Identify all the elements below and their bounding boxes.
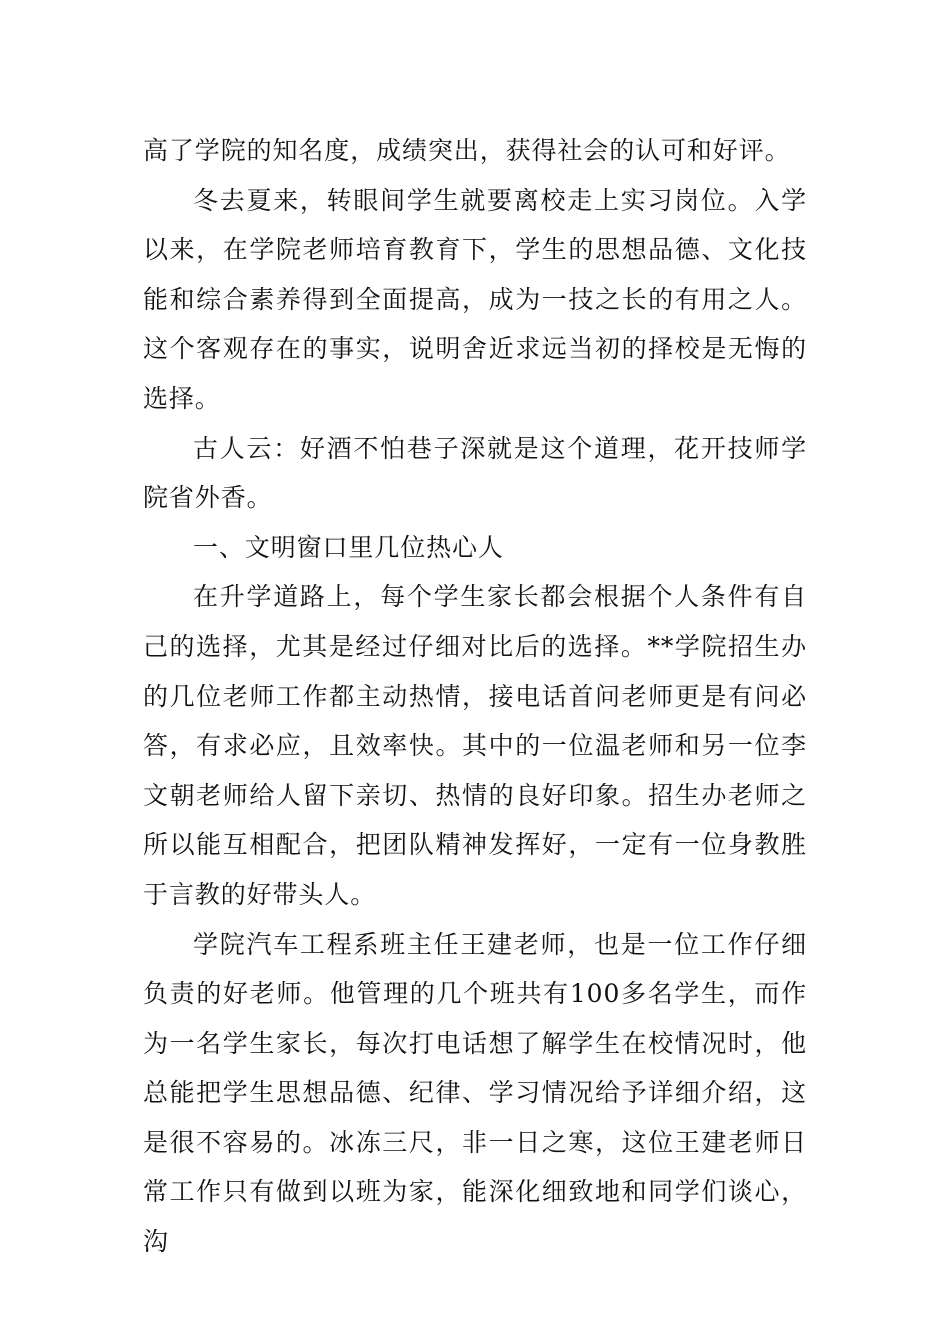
paragraph-continuation: 高了学院的知名度，成绩突出，获得社会的认可和好评。 [143,136,791,165]
paragraph-admissions-office: 在升学道路上，每个学生家长都会根据个人条件有自己的选择，尤其是经过仔细对比后的选择。**学院招生办的几位老师工作都主动热情，接电话首问老师更是有问必答，有求必应，且效率快。其中的一位温老师和另一位李文朝老师给人留下亲切、热情的良好印象。招生办老师之所以能互相配合，把团队精神发挥好，一定有一位身教胜于言教的好带头人。 [143,582,807,909]
paragraph-proverb: 古人云：好酒不怕巷子深就是这个道理，花开技师学院省外香。 [143,433,807,513]
paragraph-graduation: 冬去夏来，转眼间学生就要离校走上实习岗位。入学以来，在学院老师培育教育下，学生的思想品德、文化技能和综合素养得到全面提高，成为一技之长的有用之人。这个客观存在的事实，说明舍近求远当初的择校是无悔的选择。 [143,185,807,413]
section-heading: 一、文明窗口里几位热心人 [193,532,504,562]
document-page [143,126,807,1267]
paragraph-class-teacher: 学院汽车工程系班主任王建老师，也是一位工作仔细负责的好老师。他管理的几个班共有100多名学生，而作为一名学生家长，每次打电话想了解学生在校情况时，他总能把学生思想品德、纪律、学习情况给予详细介绍，这是很不容易的。冰冻三尺，非一日之寒，这位王建老师日常工作只有做到以班为家，能深化细致地和同学们谈心，沟 [143,929,807,1257]
